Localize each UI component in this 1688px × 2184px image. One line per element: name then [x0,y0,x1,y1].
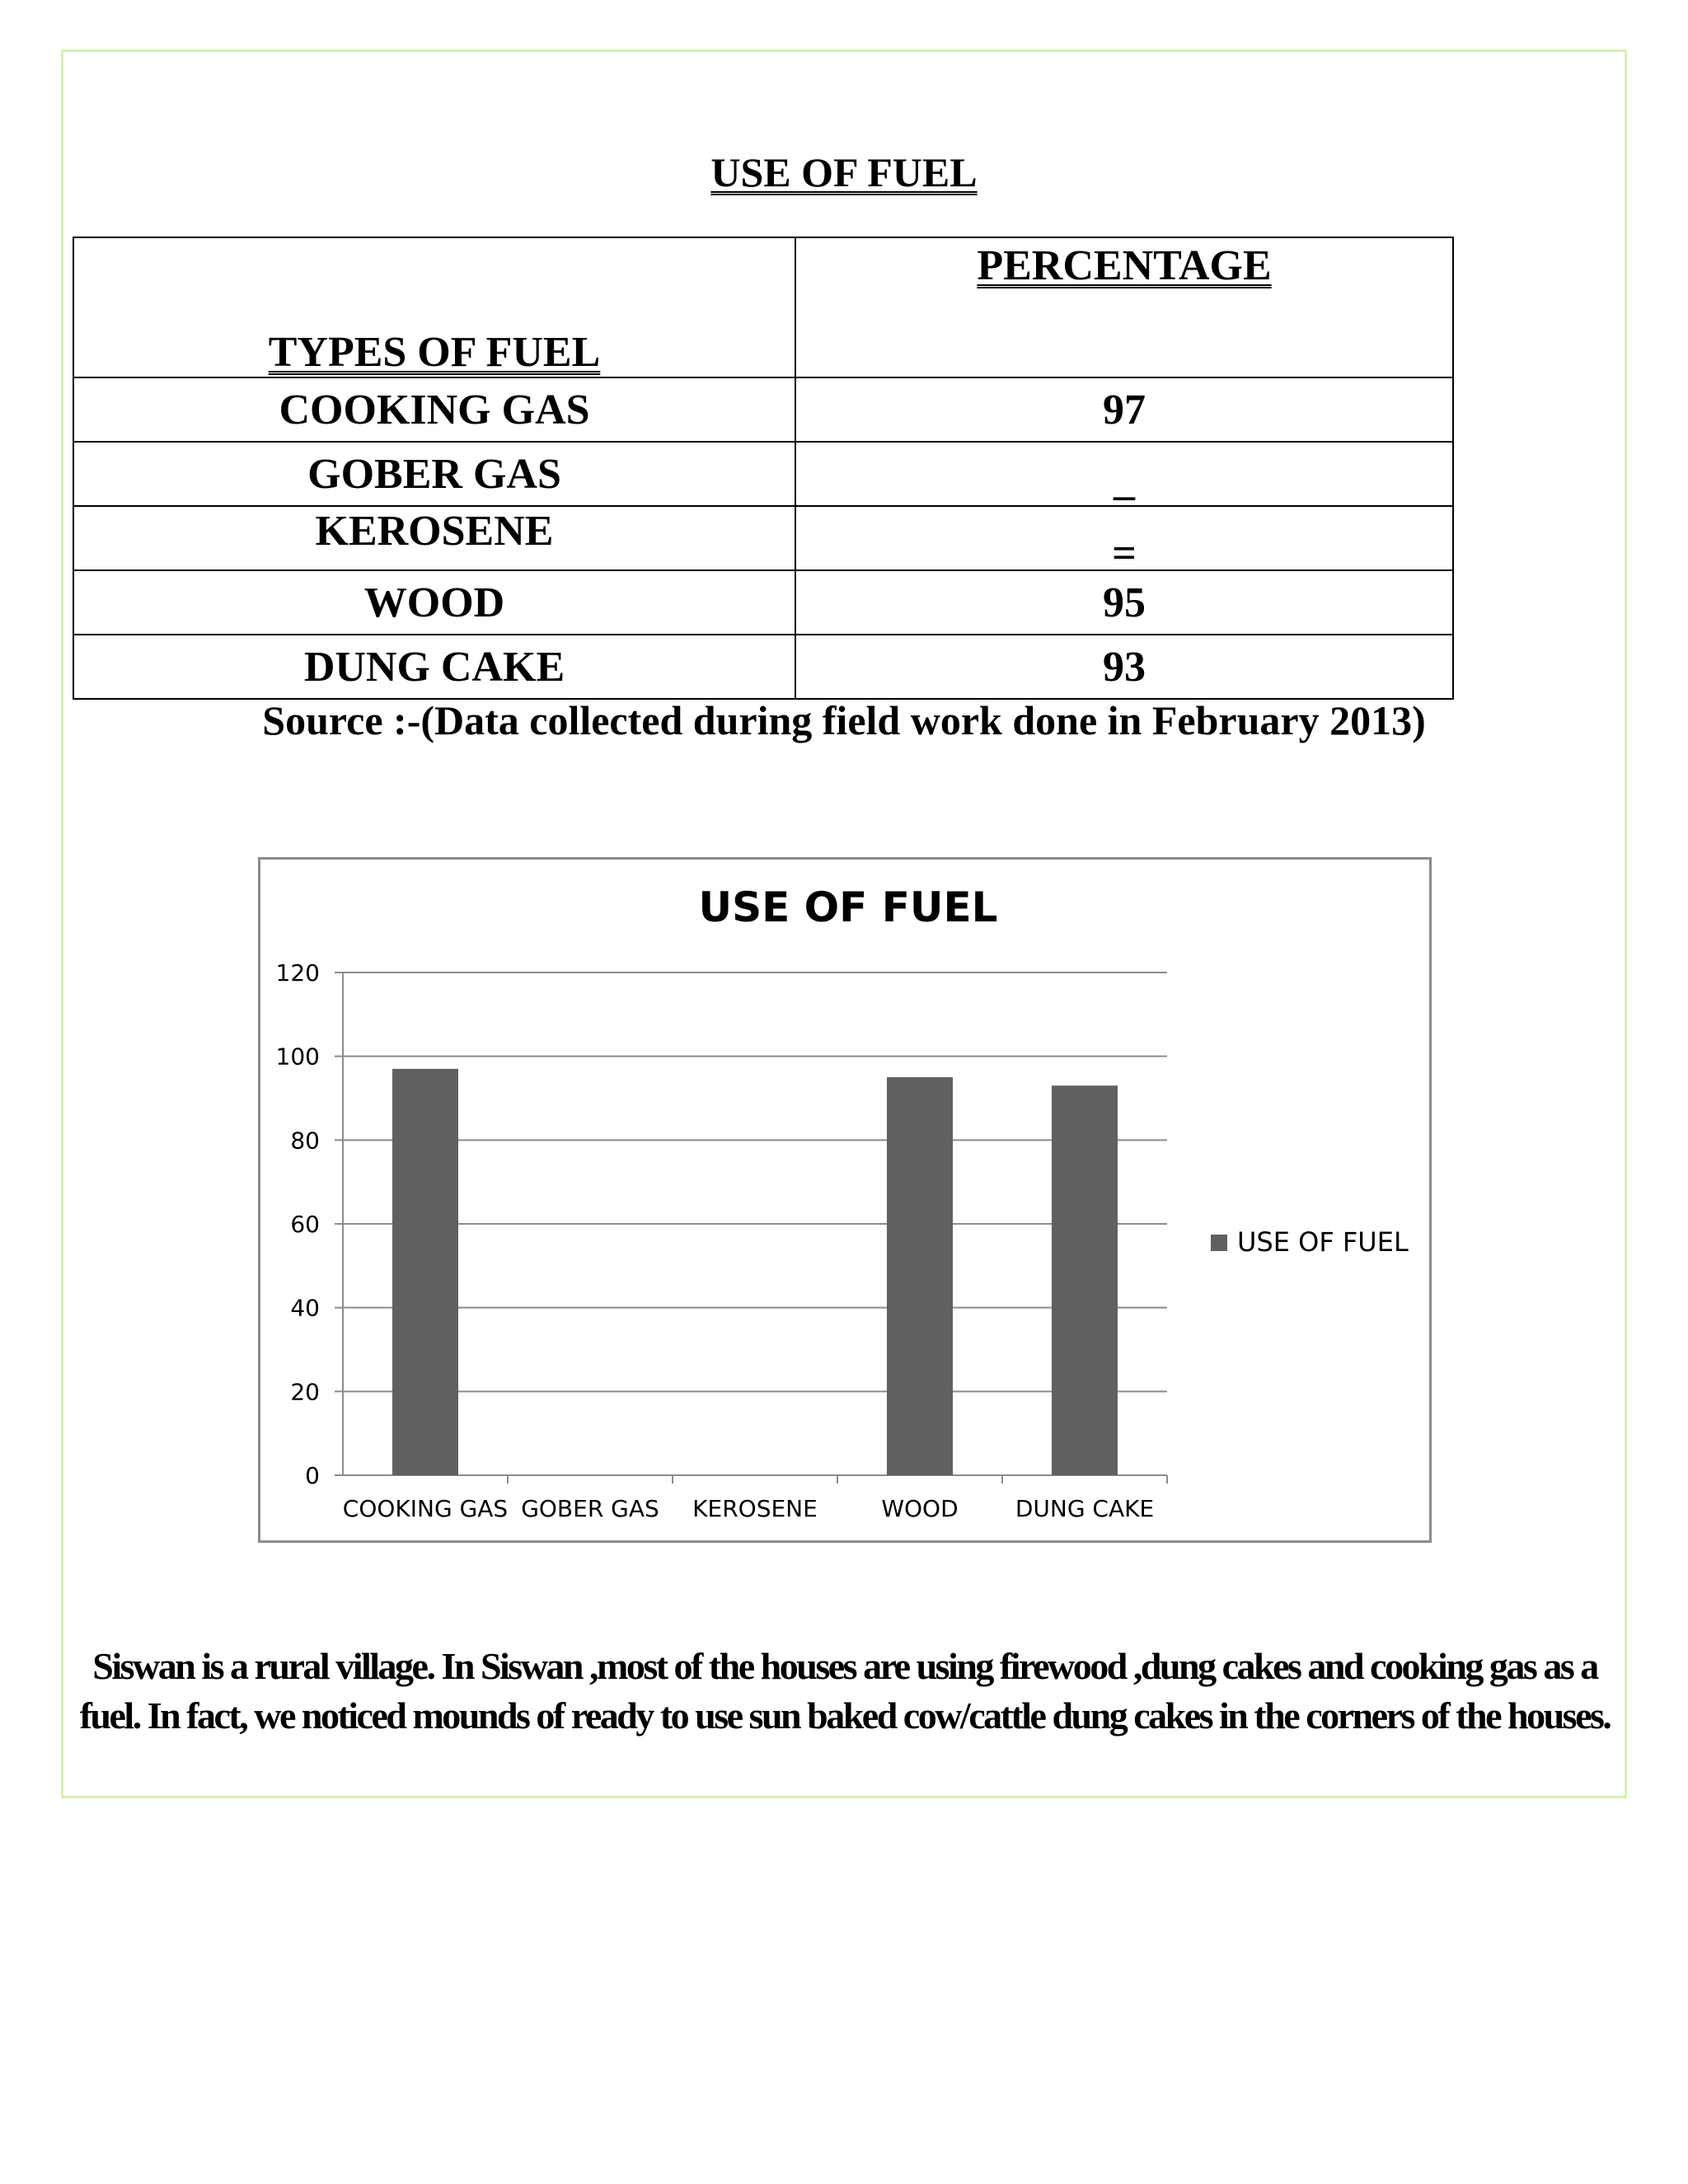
fuel-type-cell: WOOD [73,570,795,635]
y-tick-label: 60 [290,1211,320,1238]
x-tick-label: GOBER GAS [521,1495,659,1522]
description-paragraph: Siswan is a rural village. In Siswan ,most of the houses are using firewood ,dung cakes and cooking gas as a fuel. In fact, we noticed mounds of ready to use sun baked cow/cattle dung cakes in the corners of the houses. [79,1645,1611,1736]
legend-label: USE OF FUEL [1237,1226,1409,1258]
y-tick-label: 0 [305,1462,320,1489]
y-tick-label: 100 [275,1043,320,1071]
x-tick-label: KEROSENE [692,1495,818,1522]
header-cell-percentage [795,237,1453,377]
y-tick-label: 80 [290,1127,320,1155]
legend-swatch [1211,1235,1227,1251]
table-header-row [73,237,1453,377]
bar [1052,1085,1118,1475]
fuel-bar-chart [258,857,1432,1543]
fuel-percentage-cell: 93 [795,635,1453,699]
y-tick-label: 20 [290,1378,320,1406]
x-tick-label: DUNG CAKE [1015,1495,1155,1522]
page-title [0,148,1688,196]
fuel-percentage-cell: 95 [795,570,1453,635]
x-tick-label: COOKING GAS [342,1495,509,1522]
fuel-type-cell: COOKING GAS [73,377,795,442]
x-tick-label: WOOD [881,1495,959,1522]
source-note: Source :-(Data collected during field work done in February 2013) [262,697,1426,743]
y-tick-label: 120 [275,959,320,987]
bar [887,1077,953,1475]
fuel-type-cell: DUNG CAKE [73,635,795,699]
table-row [73,377,1453,442]
table-row [73,570,1453,635]
fuel-percentage-cell: = [795,506,1453,570]
fuel-type-cell: GOBER GAS [73,442,795,506]
header-cell-type [73,237,795,377]
table-row [73,506,1453,570]
fuel-percentage-cell: 97 [795,377,1453,442]
chart-canvas [260,860,1429,1540]
bar [392,1069,458,1475]
table-row [73,635,1453,699]
header-percentage-label: PERCENTAGE [977,242,1272,289]
fuel-type-cell: KEROSENE [73,506,795,570]
fuel-table [73,237,1454,700]
chart-title: USE OF FUEL [698,883,998,931]
table-row [73,442,1453,506]
header-type-label: TYPES OF FUEL [268,329,601,376]
fuel-percentage-cell: _ [795,442,1453,506]
page-title-text: USE OF FUEL [710,149,978,195]
y-tick-label: 40 [290,1294,320,1322]
